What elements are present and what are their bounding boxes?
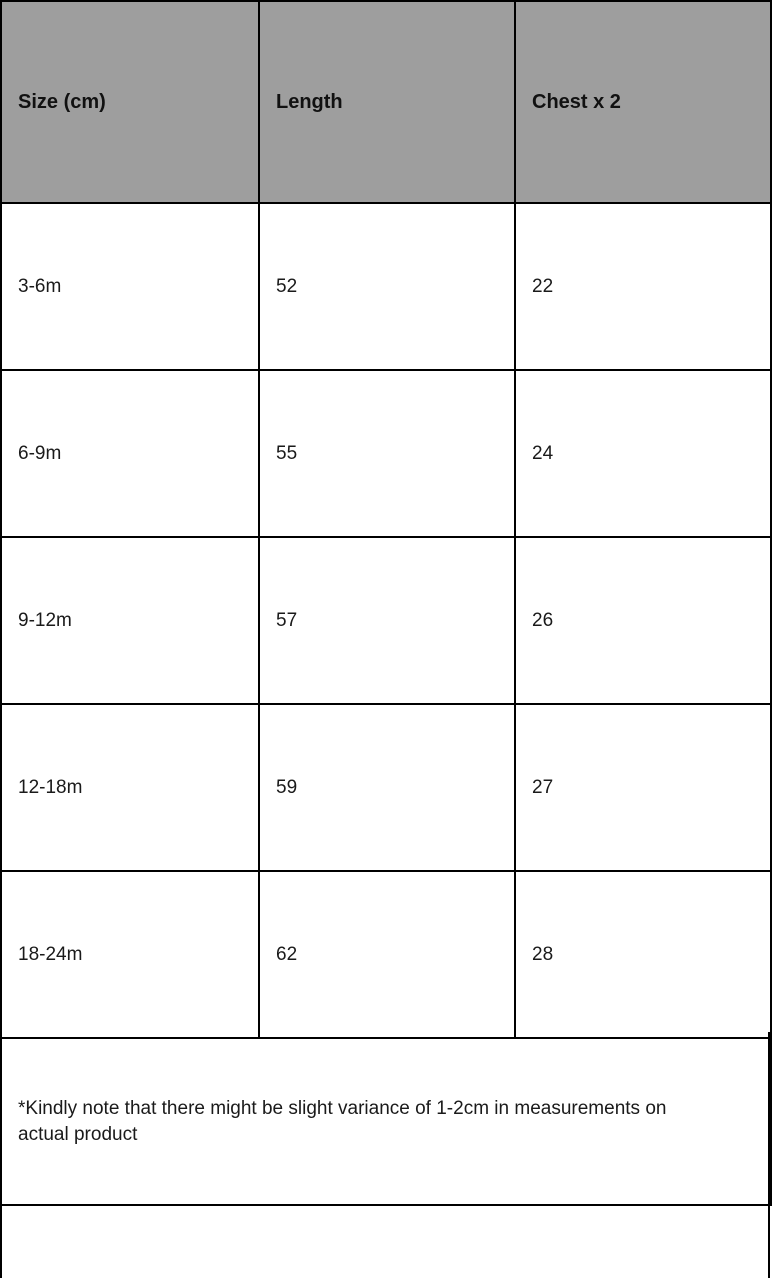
cell-chest: 26	[515, 537, 771, 704]
cell-length: 57	[259, 537, 515, 704]
table-row	[1, 871, 771, 1038]
column-header-length: Length	[259, 1, 515, 203]
note-cell	[1, 1038, 771, 1205]
cell-size: 12-18m	[1, 704, 259, 871]
cell-length: 62	[259, 871, 515, 1038]
cell-length: 55	[259, 370, 515, 537]
cell-chest: 24	[515, 370, 771, 537]
table-row	[1, 537, 771, 704]
table-body	[1, 203, 771, 1205]
cell-chest: 28	[515, 871, 771, 1038]
table-header-row	[1, 1, 771, 203]
table-row	[1, 370, 771, 537]
cell-length: 52	[259, 203, 515, 370]
variance-note: *Kindly note that there might be slight variance of 1-2cm in measurements on actual product	[18, 1097, 667, 1145]
cell-chest: 27	[515, 704, 771, 871]
table-row	[1, 203, 771, 370]
cell-size: 18-24m	[1, 871, 259, 1038]
cell-length: 59	[259, 704, 515, 871]
cell-size: 6-9m	[1, 370, 259, 537]
cell-chest: 22	[515, 203, 771, 370]
cell-size: 3-6m	[1, 203, 259, 370]
table-row	[1, 704, 771, 871]
cell-size: 9-12m	[1, 537, 259, 704]
table-note-row	[1, 1038, 771, 1205]
column-header-chest: Chest x 2	[515, 1, 771, 203]
column-header-size: Size (cm)	[1, 1, 259, 203]
table-header	[1, 1, 771, 203]
